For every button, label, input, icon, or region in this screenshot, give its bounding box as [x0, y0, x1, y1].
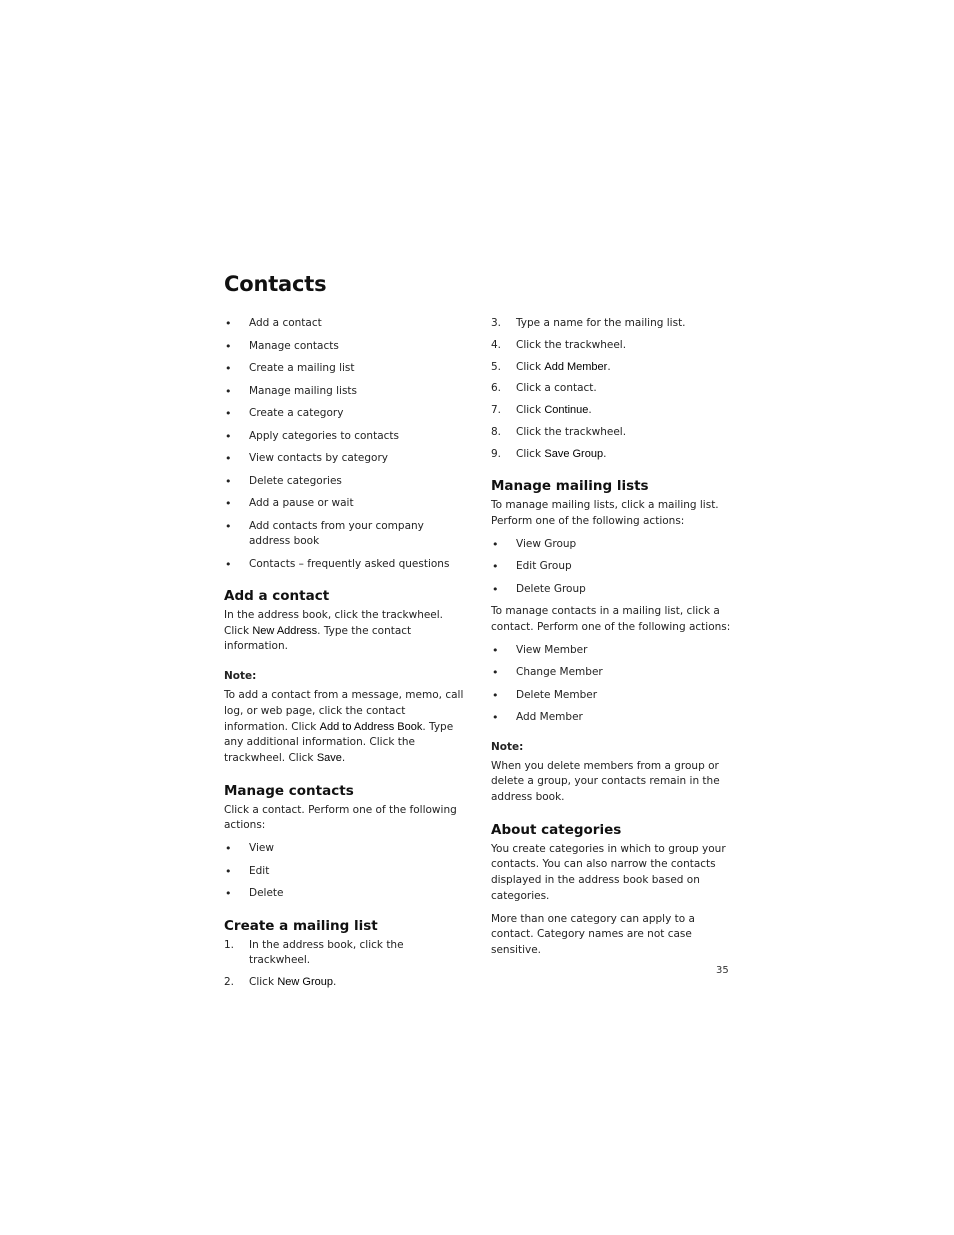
topic-item[interactable]: • Apply categories to contacts: [224, 429, 466, 445]
page-title: Contacts: [224, 272, 327, 296]
page-number: 35: [716, 965, 729, 976]
ui-term: New Address: [252, 624, 318, 637]
action-item: • Delete: [224, 886, 466, 902]
note-label: Note:: [491, 740, 524, 753]
manage-mailing-lists-intro: To manage mailing lists, click a mailing list. Perform one of the following actions:: [491, 499, 719, 527]
step-item: 7. Click Continue.: [491, 404, 592, 417]
action-item: • Edit Group: [491, 559, 736, 575]
step-item: 6. Click a contact.: [491, 382, 597, 395]
topic-item[interactable]: • Contacts – frequently asked questions: [224, 557, 466, 573]
add-contact-heading: Add a contact: [224, 588, 330, 604]
ui-term: Add to Address Book: [319, 720, 423, 733]
step-item: 8. Click the trackwheel.: [491, 425, 627, 438]
manage-contacts-actions: [224, 841, 466, 902]
ui-term: Add Member: [544, 360, 608, 373]
note-label: Note:: [224, 670, 257, 683]
topic-item[interactable]: • Add contacts from your company address book: [224, 519, 466, 550]
action-item: • Delete Member: [491, 688, 736, 704]
topic-item[interactable]: • Manage mailing lists: [224, 384, 466, 400]
mailing-list-steps-part1: [224, 938, 466, 991]
ui-term: Save: [316, 751, 342, 764]
mailing-list-note: When you delete members from a group or delete a group, your contacts remain in the address book.: [491, 759, 720, 803]
manage-contacts-heading: Manage contacts: [224, 782, 354, 799]
add-contact-text: In the address book, click the trackwheel. Click New Address. Type the contact information.: [224, 609, 444, 653]
step-item: 9. Click Save Group.: [491, 447, 607, 460]
action-item: • Change Member: [491, 665, 736, 681]
step-item: 5. Click Add Member.: [491, 360, 611, 373]
topic-item[interactable]: • Add a pause or wait: [224, 496, 466, 512]
topic-item[interactable]: • Manage contacts: [224, 339, 466, 355]
manage-mailing-lists-heading: Manage mailing lists: [491, 478, 649, 495]
add-contact-note: To add a contact from a message, memo, call log, or web page, click the contact information. Click Add to Address Book. Type any additional information. Click the trackwheel. Click Save.: [224, 689, 464, 764]
about-categories-text-1: You create categories in which to group your contacts. You can also narrow the contacts displayed in the address book based on categories.: [491, 842, 726, 902]
step-item: 1. In the address book, click the trackwheel.: [224, 938, 404, 967]
right-column: [491, 316, 736, 966]
topic-item[interactable]: • Delete categories: [224, 474, 466, 490]
topic-item[interactable]: • Create a category: [224, 406, 466, 422]
action-item: • Add Member: [491, 710, 736, 726]
manage-contacts-intro: Click a contact. Perform one of the following actions:: [224, 803, 457, 832]
action-item: • Edit: [224, 864, 466, 880]
ui-term: Save Group: [544, 447, 604, 460]
ui-term: Continue: [544, 404, 589, 417]
topic-item[interactable]: • View contacts by category: [224, 451, 466, 467]
action-item: • Delete Group: [491, 582, 736, 598]
action-item: • View Group: [491, 537, 736, 553]
step-item: 2. Click New Group.: [224, 975, 337, 988]
topic-list: [224, 316, 466, 572]
about-categories-text-2: More than one category can apply to a contact. Category names are not case sensitive.: [491, 912, 695, 956]
topic-item[interactable]: • Add a contact: [224, 316, 466, 332]
mailing-list-steps-part2: [491, 316, 736, 462]
topic-item[interactable]: • Create a mailing list: [224, 361, 466, 377]
action-item: • View Member: [491, 643, 736, 659]
manage-members-intro: To manage contacts in a mailing list, click a contact. Perform one of the following actions:: [491, 605, 731, 633]
ui-term: New Group: [277, 975, 333, 988]
member-actions: [491, 643, 736, 726]
left-column: [224, 316, 466, 997]
action-item: • View: [224, 841, 466, 857]
group-actions: [491, 537, 736, 598]
step-item: 3. Type a name for the mailing list.: [491, 317, 686, 329]
step-item: 4. Click the trackwheel.: [491, 338, 627, 351]
create-mailing-list-heading: Create a mailing list: [224, 917, 378, 934]
about-categories-heading: About categories: [491, 821, 622, 838]
